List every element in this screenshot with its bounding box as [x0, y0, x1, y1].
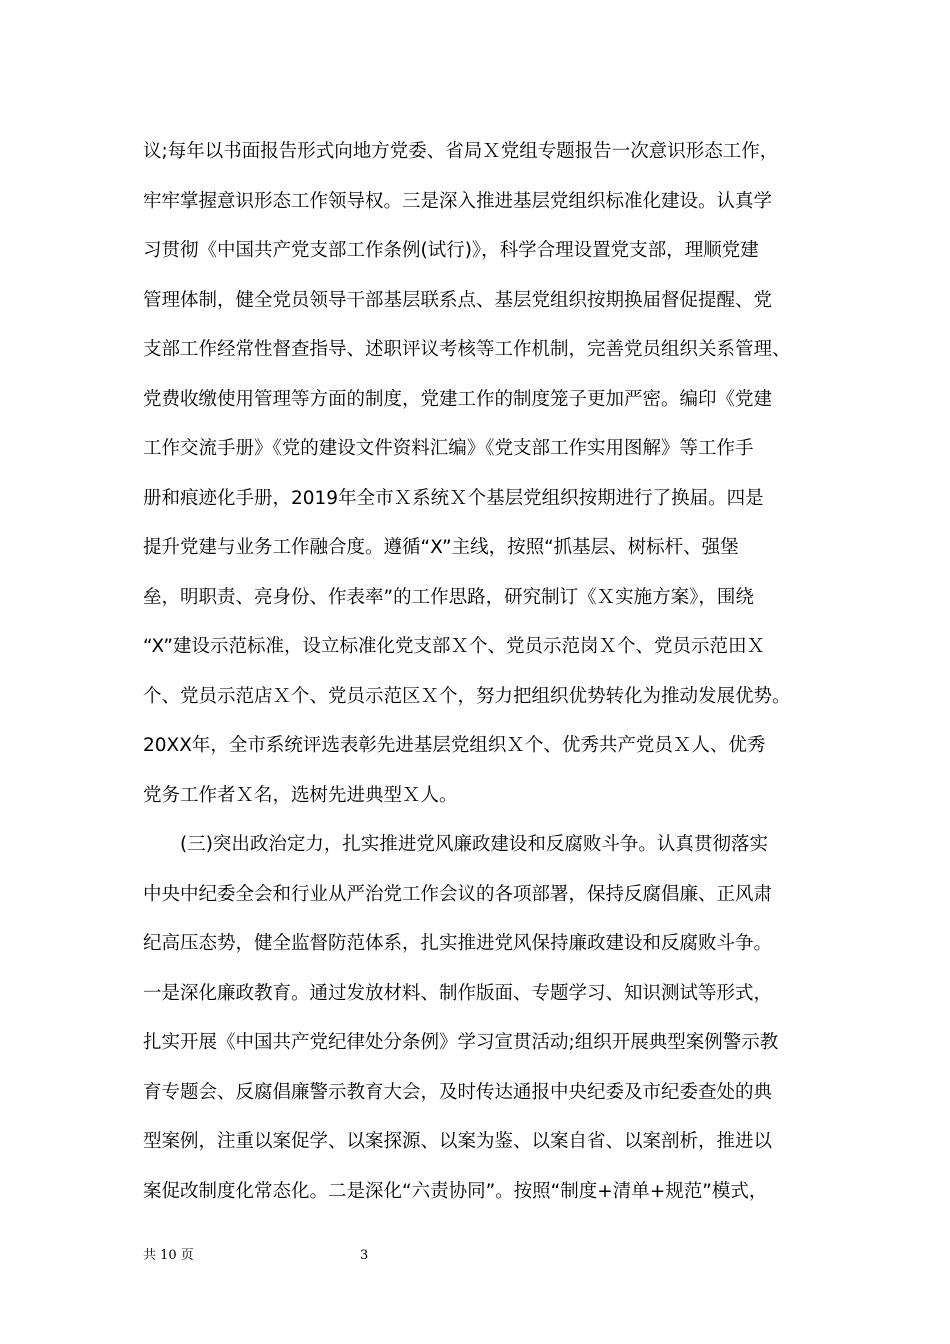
text-line: 册和痕迹化手册，2019年全市Ｘ系统Ｘ个基层党组织按期进行了换届。四是: [143, 487, 764, 509]
text-line: 牢牢掌握意识形态工作领导权。三是深入推进基层党组织标准化建设。认真学: [143, 190, 773, 212]
text-line: 提升党建与业务工作融合度。遵循“X”主线，按照“抓基层、树标杆、强堡: [143, 537, 739, 558]
text-line: 习贯彻《中国共产党支部工作条例(试行)》，科学合理设置党支部，理顺党建: [143, 240, 759, 261]
text-line: 育专题会、反腐倡廉警示教育大会，及时传达通报中央纪委及市纪委查处的典: [143, 1081, 773, 1103]
text-line: 个、党员示范店Ｘ个、党员示范区Ｘ个，努力把组织优势转化为推动发展优势。: [143, 685, 791, 707]
text-line: 管理体制，健全党员领导干部基层联系点、基层党组织按期换届督促提醒、党: [143, 289, 773, 311]
text-line: 20XX年，全市系统评选表彰先进基层党组织Ｘ个、优秀共产党员Ｘ人、优秀: [143, 735, 766, 756]
footer-page-number: 3: [360, 1248, 369, 1263]
text-line: 党务工作者Ｘ名，选树先进典型Ｘ人。: [143, 784, 458, 806]
text-line-section-start: (三)突出政治定力，扎实推进党风廉政建设和反腐败斗争。认真贯彻落实: [180, 834, 768, 855]
text-line: 一是深化廉政教育。通过发放材料、制作版面、专题学习、知识测试等形式，: [143, 982, 773, 1004]
footer-total-pages: 共 10 页: [143, 1248, 194, 1263]
text-line: 党费收缴使用管理等方面的制度，党建工作的制度笼子更加严密。编印《党建: [143, 388, 773, 410]
text-line: 纪高压态势，健全监督防范体系，扎实推进党风保持廉政建设和反腐败斗争。: [143, 933, 773, 954]
text-line: 扎实开展《中国共产党纪律处分条例》学习宣贯活动;组织开展典型案例警示教: [143, 1032, 779, 1053]
text-line: 工作交流手册》《党的建设文件资料汇编》《党支部工作实用图解》等工作手: [143, 438, 754, 459]
body-text: [143, 127, 833, 1216]
text-line: 中央中纪委全会和行业从严治党工作会议的各项部署，保持反腐倡廉、正风肃: [143, 883, 773, 905]
text-line: 议;每年以书面报告形式向地方党委、省局Ｘ党组专题报告一次意识形态工作，: [143, 141, 779, 162]
text-line: 型案例，注重以案促学、以案探源、以案为鉴、以案自省、以案剖析，推进以: [143, 1131, 773, 1152]
text-line: 垒，明职责、亮身份、作表率”的工作思路，研究制订《Ｘ实施方案》，围绕: [143, 586, 754, 608]
text-line: “X”建设示范标准，设立标准化党支部Ｘ个、党员示范岗Ｘ个、党员示范田Ｘ: [143, 636, 766, 657]
text-line: 案促改制度化常态化。二是深化“六责协同”。按照“制度+清单+规范”模式，: [143, 1180, 768, 1202]
text-line: 支部工作经常性督查指导、述职评议考核等工作机制，完善党员组织关系管理、: [143, 339, 791, 360]
